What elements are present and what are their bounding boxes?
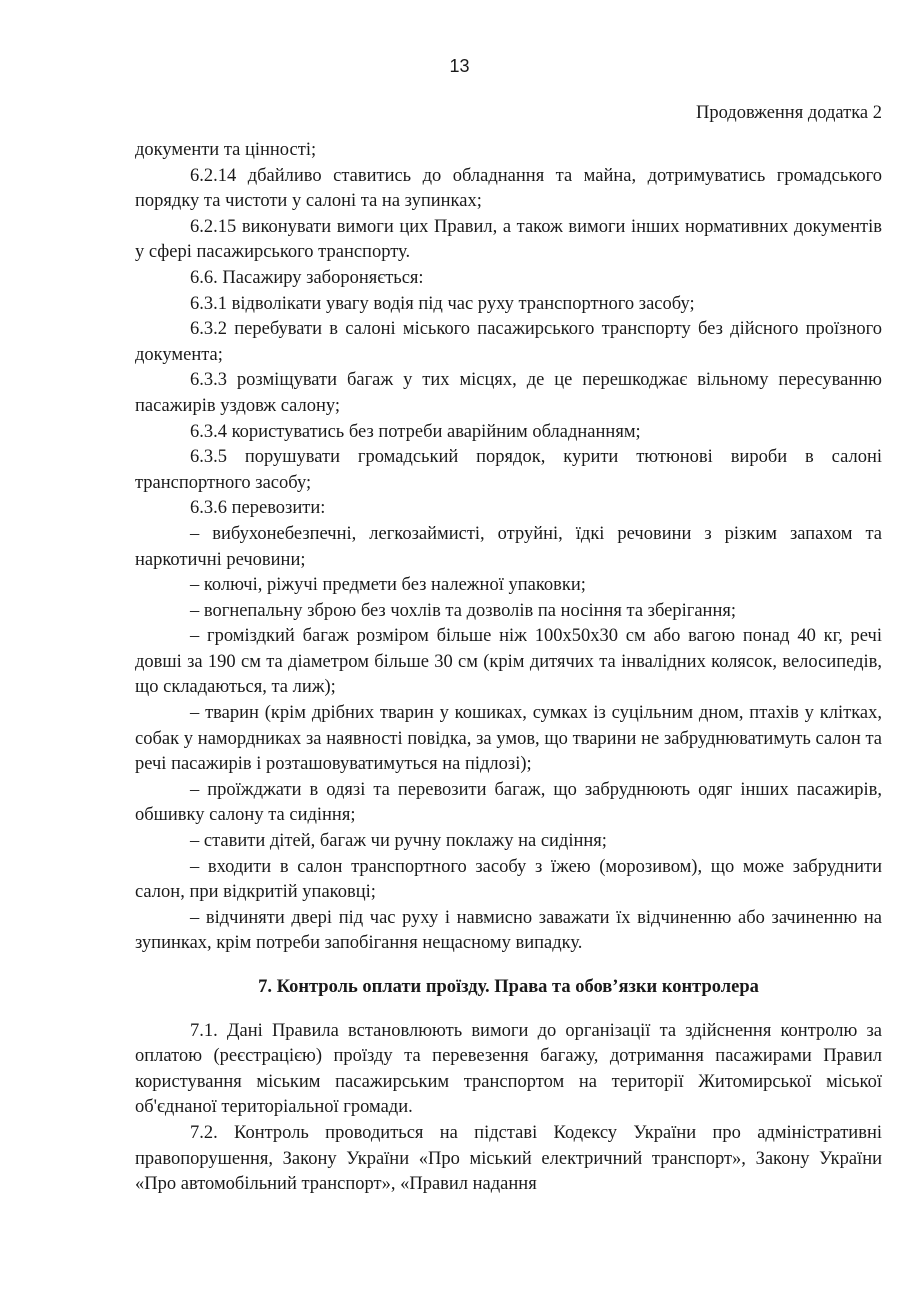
paragraph-6-2-15: 6.2.15 виконувати вимоги цих Правил, а також вимоги інших нормативних документів у сфері пасажирського транспорту. (135, 216, 882, 263)
list-item: – проїжджати в одязі та перевозити багаж, що забруднюють одяг інших пасажирів, обшивку салону та сидіння; (135, 779, 882, 826)
paragraph-6-3-5: 6.3.5 порушувати громадський порядок, курити тютюнові вироби в салоні транспортного засобу; (135, 447, 882, 493)
paragraph-6-3-1: 6.3.1 відволікати увагу водія під час руху транспортного засобу; (190, 293, 695, 314)
paragraph-7-1: 7.1. Дані Правила встановлюють вимоги до організації та здійснення контролю за оплатою (реєстрацією) проїзду та перевезення багажу, дотримання пасажирами Правил користування міським пасажирським транспортом на території Житомирської міської об'єднаної територіальної громади. (135, 1020, 882, 1118)
list-item: – вибухонебезпечні, легкозаймисті, отруйні, їдкі речовини з різким запахом та наркотичні речовини; (135, 523, 882, 570)
paragraph-6-3-3: 6.3.3 розміщувати багаж у тих місцях, де це перешкоджає вільному пересуванню пасажирів уздовж салону; (135, 370, 882, 416)
page-number: 13 (449, 56, 470, 76)
list-item: – відчиняти двері під час руху і навмисно заважати їх відчиненню або зачиненню на зупинках, крім потреби запобігання нещасному випадку. (135, 907, 882, 954)
continuation-label: Продовження додатка 2 (695, 103, 882, 123)
list-item: – ставити дітей, багаж чи ручну поклажу на сидіння; (190, 831, 607, 852)
paragraph-6-3-4: 6.3.4 користуватись без потреби аварійним обладнанням; (190, 421, 641, 442)
list-item: – колючі, ріжучі предмети без належної упаковки; (190, 575, 586, 596)
paragraph-6-2-14: 6.2.14 дбайливо ставитись до обладнання та майна, дотримуватись громадського порядку та чистоти у салоні та на зупинках; (135, 165, 882, 212)
section-heading: 7. Контроль оплати проїзду. Права та обов’язки контролера (258, 977, 759, 997)
paragraph-7-2: 7.2. Контроль проводиться на підставі Кодексу України про адміністративні правопорушення, Закону України «Про міський електричний транспорт», Закону України «Про автомобільний транспорт», «Правил надання (135, 1122, 882, 1195)
paragraph: документи та цінності; (135, 140, 317, 160)
document-body (135, 138, 882, 1198)
paragraph-6-3-6: 6.3.6 перевозити: (190, 498, 326, 519)
list-item: – входити в салон транспортного засобу з їжею (морозивом), що може забруднити салон, при відкритій упаковці; (135, 856, 882, 903)
list-item: – тварин (крім дрібних тварин у кошиках, сумках із суцільним дном, птахів у клітках, собак у намордниках за наявності повідка, за умов, що тварини не забруднюватимуть салон та речі пасажирів і розташовуватимуться на підлозі); (135, 703, 882, 775)
paragraph-6-6: 6.6. Пасажиру забороняється: (190, 267, 424, 288)
paragraph-6-3-2: 6.3.2 перебувати в салоні міського пасажирського транспорту без дійсного проїзного документа; (135, 319, 882, 365)
list-item: – громіздкий багаж розміром більше ніж 100х50х30 см або вагою понад 40 кг, речі довші за 190 см та діаметром більше 30 см (крім дитячих та інвалідних колясок, велосипедів, що складаються, та лиж); (135, 626, 882, 698)
list-item: – вогнепальну зброю без чохлів та дозволів па носіння та зберігання; (190, 600, 737, 621)
